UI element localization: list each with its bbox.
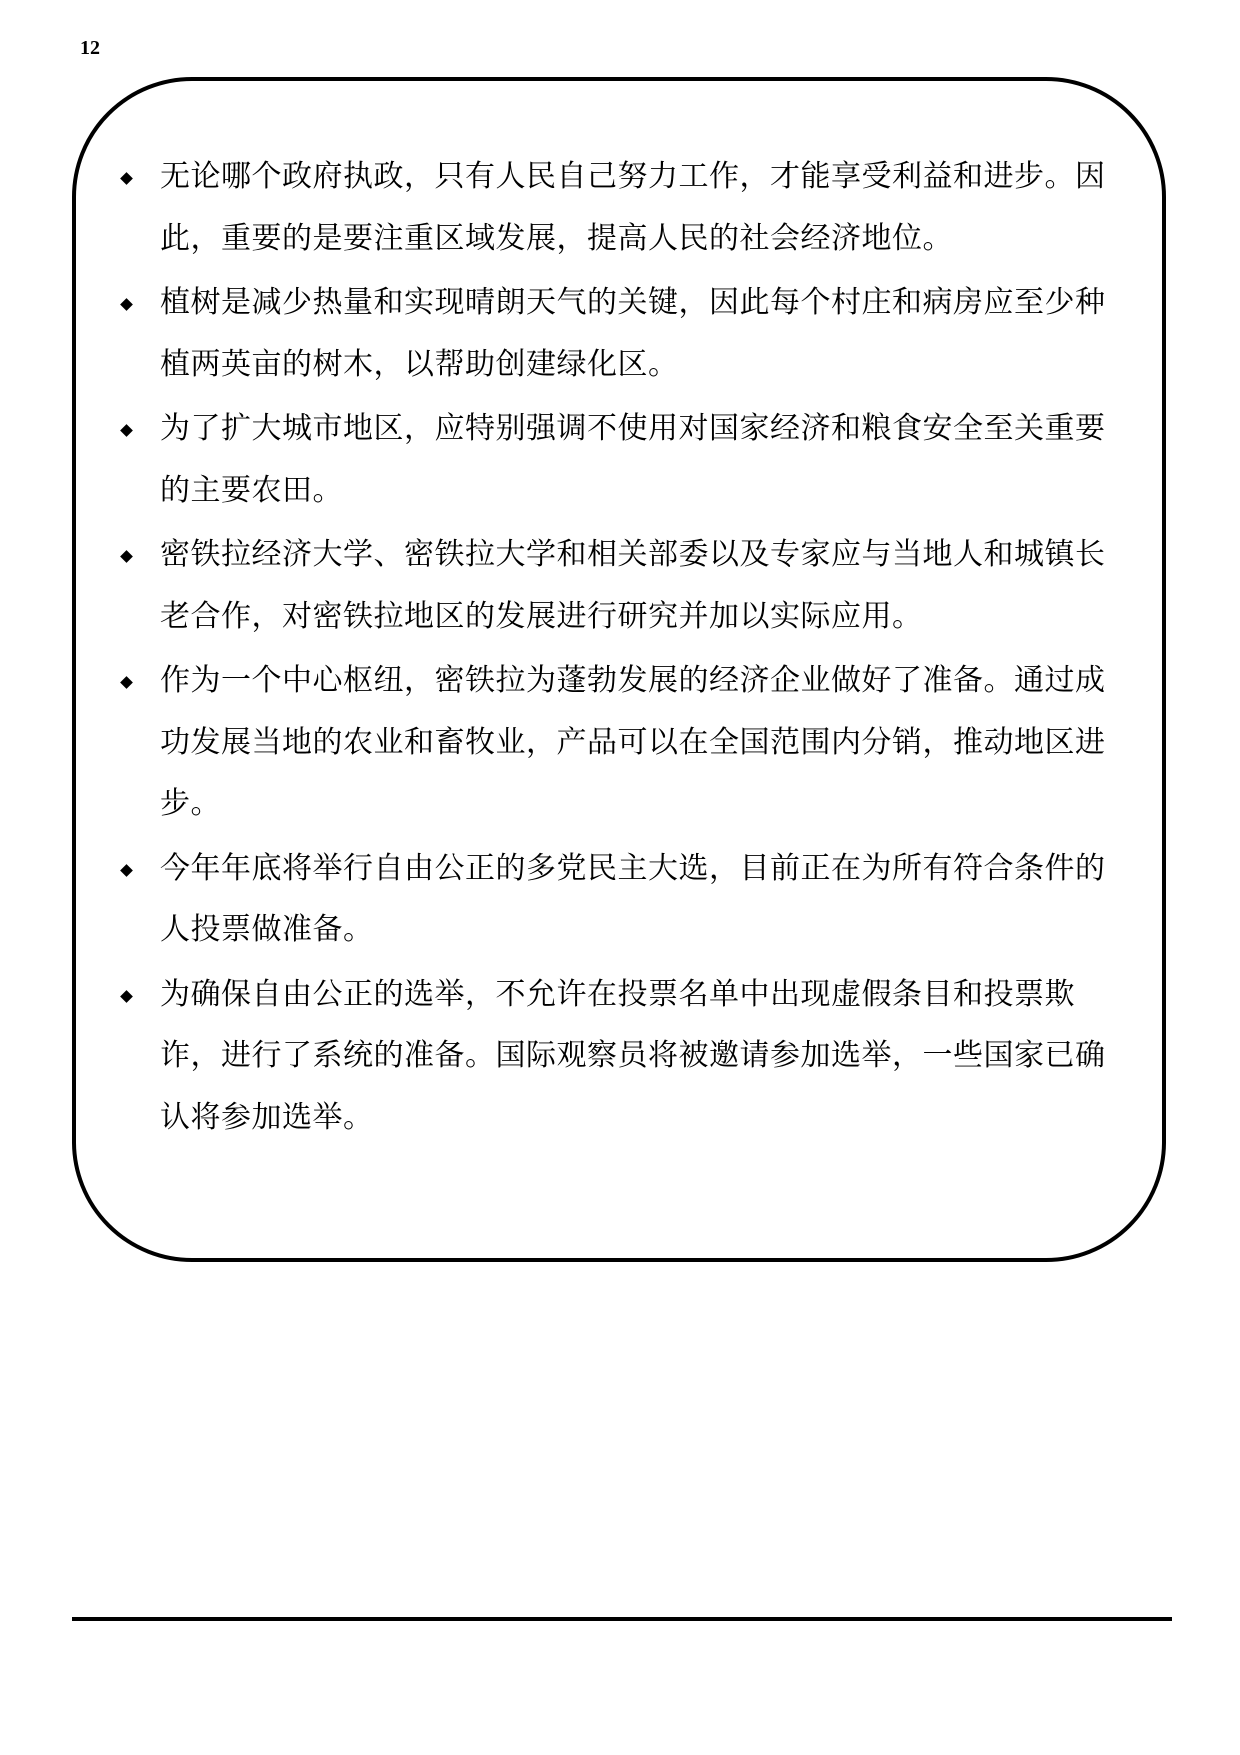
diamond-bullet-icon: [120, 424, 133, 437]
list-item: [117, 964, 1127, 1149]
list-item: [117, 838, 1127, 961]
list-item-text: 为确保自由公正的选举，不允许在投票名单中出现虚假条目和投票欺诈，进行了系统的准备。国际观察员将被邀请参加选举，一些国家已确认将参加选举。: [160, 976, 1106, 1135]
bullet-list: [117, 146, 1127, 1151]
list-item-text: 植树是减少热量和实现晴朗天气的关键，因此每个村庄和病房应至少种植两英亩的树木，以帮助创建绿化区。: [160, 285, 1106, 382]
diamond-bullet-icon: [120, 864, 133, 877]
page-number: 12: [80, 37, 100, 59]
list-item-text: 今年年底将举行自由公正的多党民主大选，目前正在为所有符合条件的人投票做准备。: [160, 850, 1106, 947]
list-item-text: 无论哪个政府执政，只有人民自己努力工作，才能享受利益和进步。因此，重要的是要注重区域发展，提高人民的社会经济地位。: [160, 159, 1106, 256]
diamond-bullet-icon: [120, 298, 133, 311]
list-item: [117, 146, 1127, 269]
list-item-text: 作为一个中心枢纽，密铁拉为蓬勃发展的经济企业做好了准备。通过成功发展当地的农业和畜牧业，产品可以在全国范围内分销，推动地区进步。: [160, 663, 1106, 821]
list-item: [117, 272, 1127, 395]
footer-rule: [72, 1617, 1172, 1621]
diamond-bullet-icon: [120, 172, 133, 185]
list-item-text: 密铁拉经济大学、密铁拉大学和相关部委以及专家应与当地人和城镇长老合作，对密铁拉地区的发展进行研究并加以实际应用。: [160, 537, 1106, 634]
list-item: [117, 650, 1127, 835]
list-item: [117, 524, 1127, 647]
list-item-text: 为了扩大城市地区，应特别强调不使用对国家经济和粮食安全至关重要的主要农田。: [160, 411, 1106, 508]
diamond-bullet-icon: [120, 676, 133, 689]
list-item: [117, 398, 1127, 521]
diamond-bullet-icon: [120, 550, 133, 563]
diamond-bullet-icon: [120, 990, 133, 1003]
